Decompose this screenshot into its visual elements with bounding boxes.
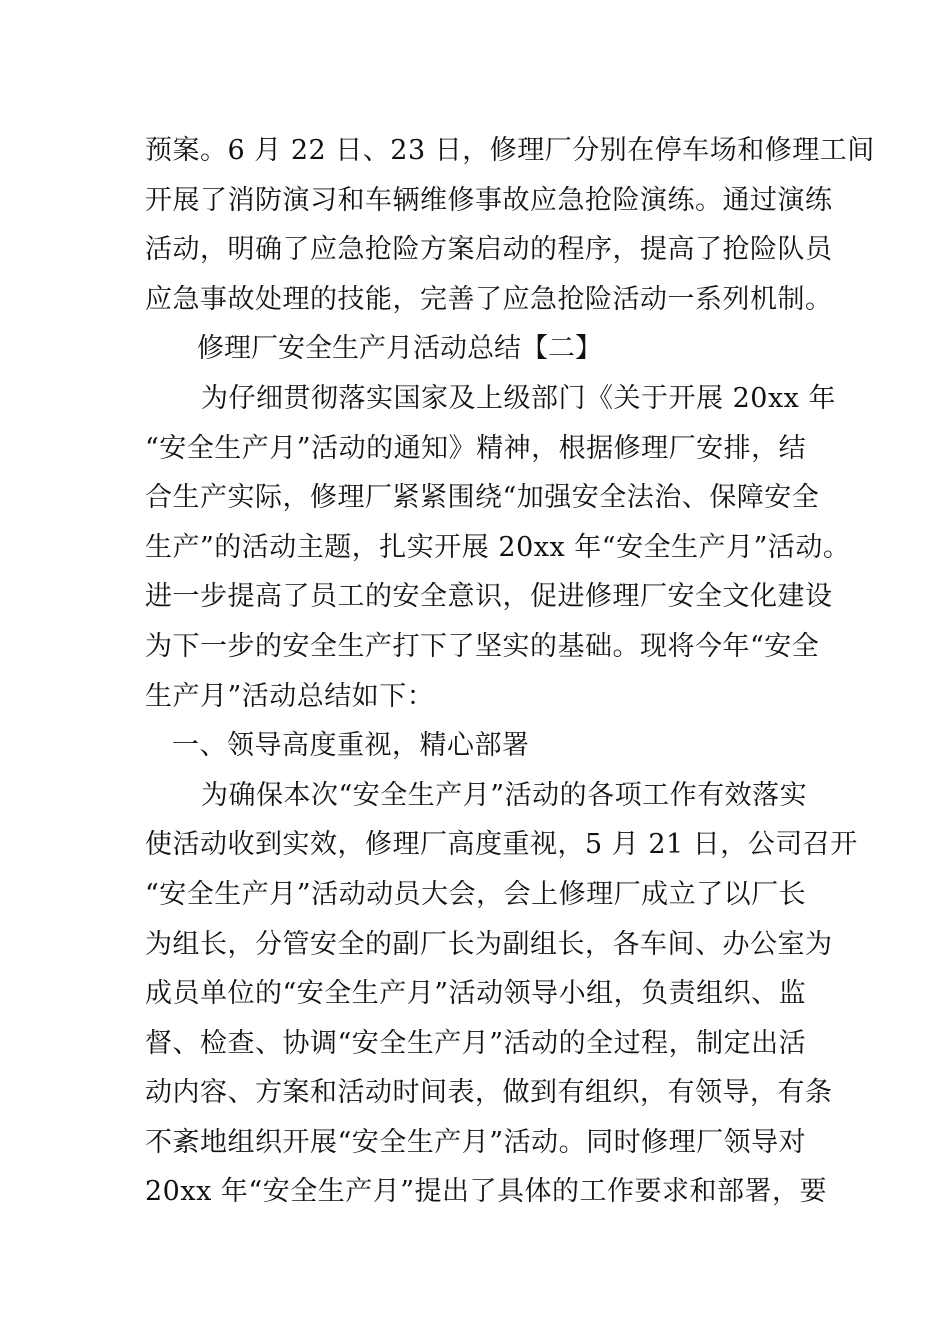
text-line: 生产”的活动主题，扎实开展 20xx 年“安全生产月”活动。: [145, 531, 851, 563]
text-line: 不紊地组织开展“安全生产月”活动。同时修理厂领导对: [145, 1126, 807, 1158]
text-line: 为组长，分管安全的副厂长为副组长，各车间、办公室为: [145, 928, 833, 960]
text-line: 应急事故处理的技能，完善了应急抢险活动一系列机制。: [145, 283, 833, 315]
text-line: 使活动收到实效，修理厂高度重视，5 月 21 日，公司召开: [145, 829, 858, 861]
text-line: 生产月”活动总结如下：: [145, 680, 435, 712]
text-line: “安全生产月”活动的通知》精神，根据修理厂安排，结: [145, 432, 807, 464]
text-line: 为仔细贯彻落实国家及上级部门《关于开展 20xx 年: [201, 382, 836, 414]
text-line: 为下一步的安全生产打下了坚实的基础。现将今年“安全: [145, 630, 820, 662]
text-line: 预案。6 月 22 日、23 日，修理厂分别在停车场和修理工间: [145, 135, 875, 166]
document-body: [145, 126, 875, 1217]
text-line: 开展了消防演习和车辆维修事故应急抢险演练。通过演练: [145, 184, 833, 216]
text-line: 进一步提高了员工的安全意识，促进修理厂安全文化建设: [145, 581, 833, 613]
text-line: “安全生产月”活动动员大会，会上修理厂成立了以厂长: [145, 878, 807, 910]
text-line: 20xx 年“安全生产月”提出了具体的工作要求和部署，要: [145, 1176, 827, 1208]
text-line: 合生产实际，修理厂紧紧围绕“加强安全法治、保障安全: [145, 482, 820, 514]
text-line: 为确保本次“安全生产月”活动的各项工作有效落实: [201, 779, 808, 811]
text-line: 督、检查、协调“安全生产月”活动的全过程，制定出活: [145, 1027, 807, 1059]
text-line: 成员单位的“安全生产月”活动领导小组，负责组织、监: [145, 978, 807, 1010]
section-title: 修理厂安全生产月活动总结【二】: [197, 333, 602, 365]
text-line: 活动，明确了应急抢险方案启动的程序，提高了抢险队员: [145, 234, 833, 266]
text-line: 动内容、方案和活动时间表，做到有组织，有领导，有条: [145, 1077, 833, 1109]
section-heading: 一、领导高度重视，精心部署: [172, 730, 530, 762]
